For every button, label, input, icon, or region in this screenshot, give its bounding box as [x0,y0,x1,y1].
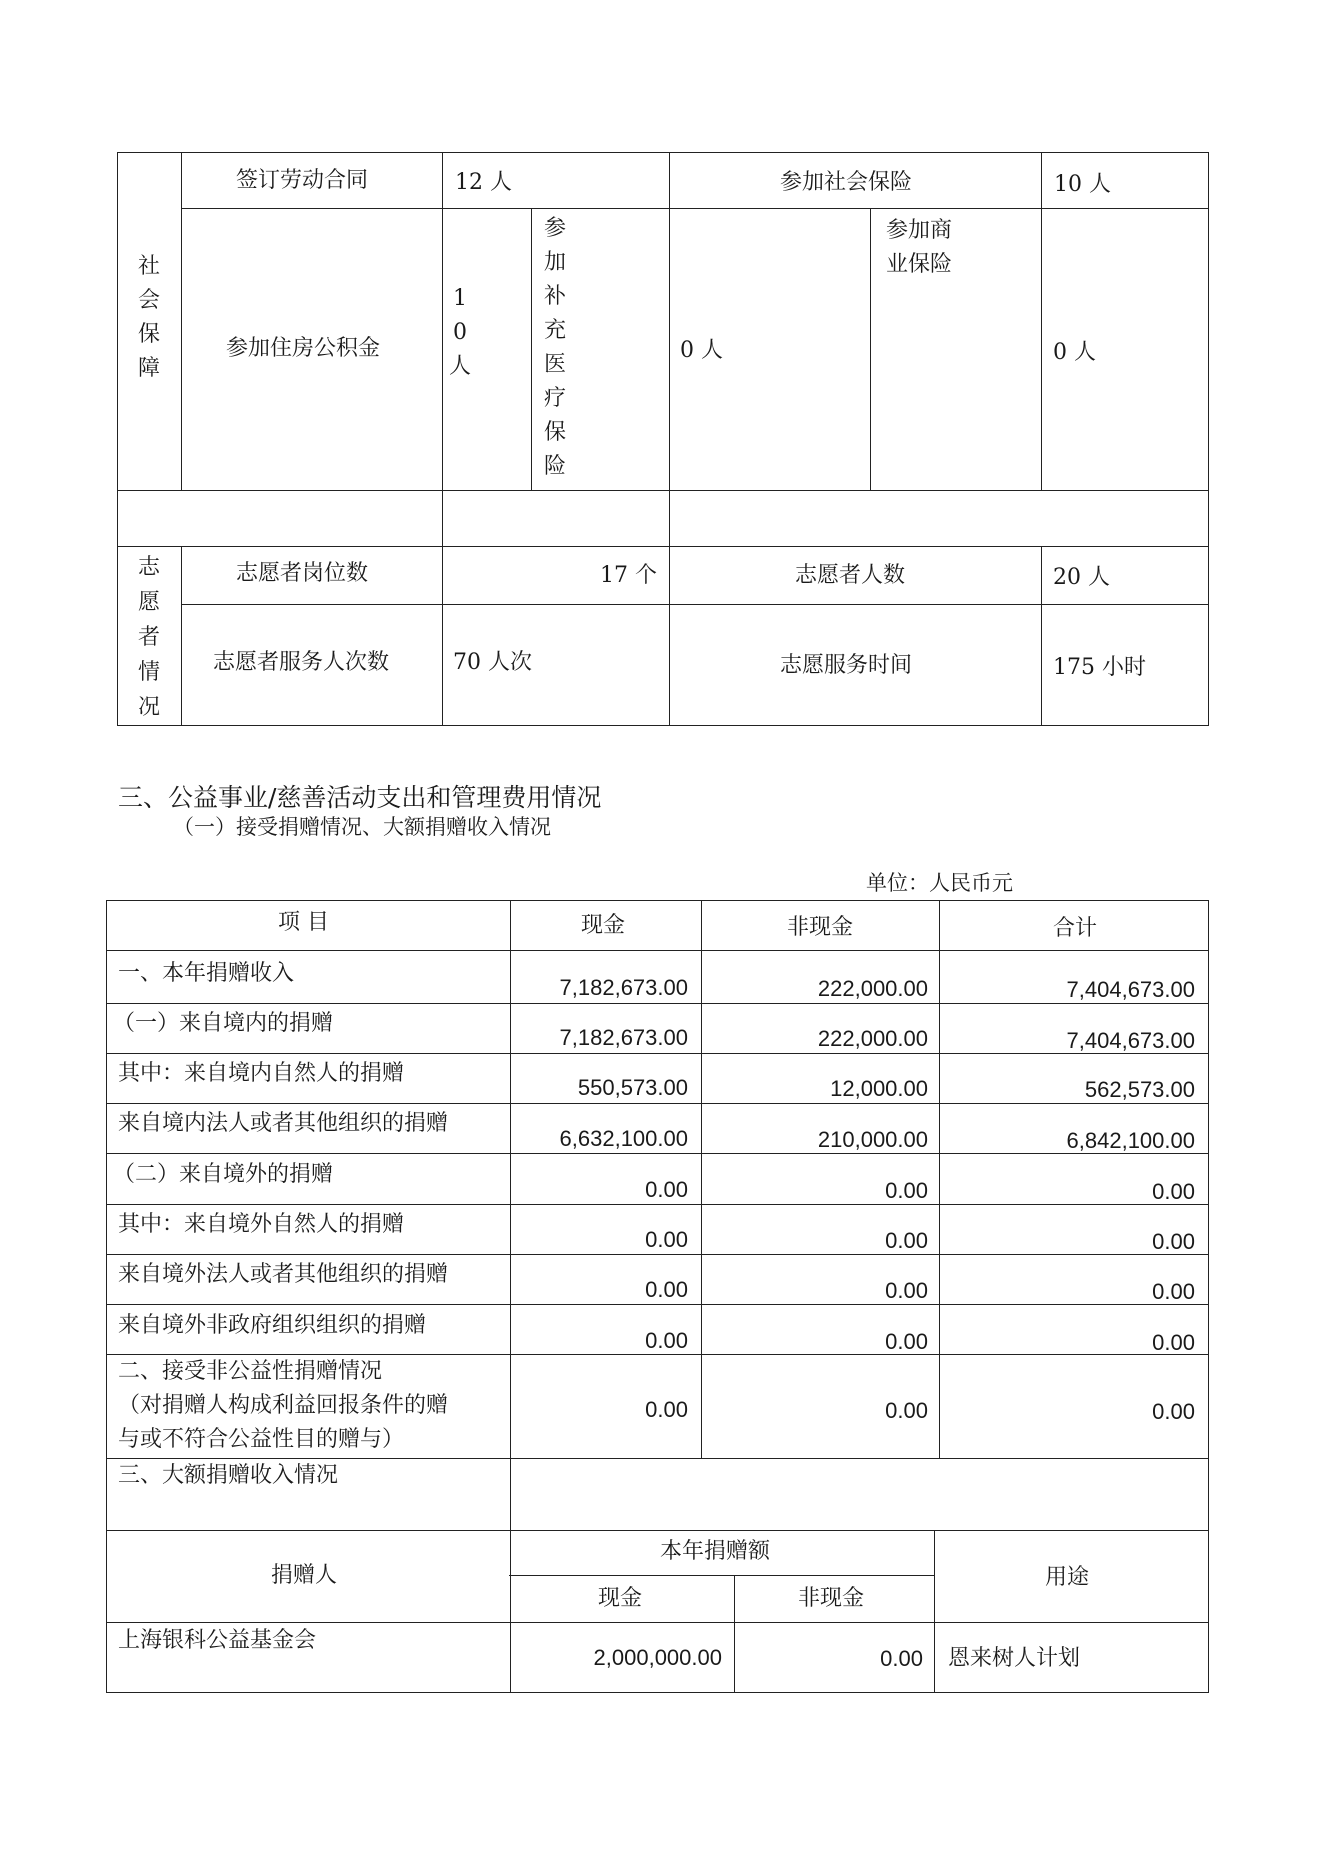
nonpublic-label-line2: （对捐赠人构成利益回报条件的赠 [118,1393,449,1418]
supp-medical-value: 0 人 [680,338,723,363]
row-noncash: 222,000.00 [817,976,928,1001]
section3-subtitle: （一）接受捐赠情况、大额捐赠收入情况 [173,815,551,839]
supp-medical-label: 参加补充医疗保险 [543,216,566,479]
large-header-amount: 本年捐赠额 [660,1539,771,1564]
row-noncash: 222,000.00 [817,1026,928,1051]
housing-fund-label: 参加住房公积金 [226,336,381,361]
row-cash: 0.00 [645,1177,688,1202]
row-noncash: 0.00 [885,1329,928,1354]
social-security-section-label: 社会保障 [137,254,160,381]
header-item: 项 目 [278,910,329,935]
social-insurance-label: 参加社会保险 [780,170,913,195]
row-total: 0.00 [1152,1179,1195,1204]
nonpublic-label-line1: 二、接受非公益性捐赠情况 [118,1359,383,1384]
row-label: 其中：来自境外自然人的捐赠 [118,1212,405,1237]
nonpublic-cash: 0.00 [645,1397,688,1422]
row-label: 来自境外法人或者其他组织的捐赠 [118,1262,449,1287]
labor-contract-value: 12 人 [455,170,512,195]
row-total: 7,404,673.00 [1066,977,1195,1002]
volunteer-section-label: 志愿者情况 [137,555,160,720]
header-total: 合计 [1053,916,1098,941]
large-header-cash: 现金 [598,1586,643,1611]
volunteer-positions-value: 17 个 [600,563,657,588]
row-label: （一）来自境内的捐赠 [113,1011,334,1036]
row-label: （二）来自境外的捐赠 [113,1162,334,1187]
housing-fund-value: 10人 [448,286,471,379]
commercial-label-line2: 业保险 [886,252,953,277]
row-cash: 7,182,673.00 [559,975,688,1000]
large-header-purpose: 用途 [1045,1565,1090,1590]
row-noncash: 0.00 [885,1278,928,1303]
large-noncash: 0.00 [880,1646,923,1671]
header-cash: 现金 [581,913,626,938]
volunteer-count-label: 志愿者人数 [795,563,906,588]
row-label: 来自境外非政府组织组织的捐赠 [118,1313,427,1338]
large-donor: 上海银科公益基金会 [118,1628,317,1653]
volunteer-positions-label: 志愿者岗位数 [236,561,369,586]
commercial-label-line1: 参加商 [886,218,953,243]
volunteer-service-hours-label: 志愿服务时间 [780,653,913,678]
row-label: 来自境内法人或者其他组织的捐赠 [118,1111,449,1136]
row-total: 0.00 [1152,1279,1195,1304]
large-cash: 2,000,000.00 [593,1645,722,1670]
row-total: 6,842,100.00 [1066,1128,1195,1153]
row-noncash: 0.00 [885,1228,928,1253]
social-insurance-value: 10 人 [1054,172,1111,197]
large-header-noncash: 非现金 [798,1586,865,1611]
row-total: 0.00 [1152,1330,1195,1355]
section3-title: 三、公益事业/慈善活动支出和管理费用情况 [118,783,602,812]
row-cash: 550,573.00 [577,1075,688,1100]
row-total: 0.00 [1152,1229,1195,1254]
row-cash: 0.00 [645,1328,688,1353]
labor-contract-label: 签订劳动合同 [236,168,369,193]
volunteer-service-times-value: 70 人次 [453,650,532,675]
row-cash: 7,182,673.00 [559,1025,688,1050]
nonpublic-noncash: 0.00 [885,1398,928,1423]
large-donation-label: 三、大额捐赠收入情况 [118,1463,339,1488]
row-total: 562,573.00 [1084,1077,1195,1102]
large-header-donor: 捐赠人 [271,1563,338,1588]
commercial-value: 0 人 [1053,340,1096,365]
header-noncash: 非现金 [787,915,854,940]
nonpublic-label-line3: 与或不符合公益性目的赠与） [118,1427,405,1452]
row-noncash: 0.00 [885,1178,928,1203]
nonpublic-total: 0.00 [1152,1399,1195,1424]
row-noncash: 12,000.00 [830,1076,928,1101]
unit-label: 单位：人民币元 [866,871,1013,895]
row-noncash: 210,000.00 [817,1127,928,1152]
volunteer-service-times-label: 志愿者服务人次数 [213,650,390,675]
volunteer-service-hours-value: 175 小时 [1053,655,1146,680]
row-cash: 0.00 [645,1227,688,1252]
volunteer-count-value: 20 人 [1053,565,1110,590]
row-cash: 6,632,100.00 [559,1126,688,1151]
row-total: 7,404,673.00 [1066,1028,1195,1053]
row-cash: 0.00 [645,1277,688,1302]
row-label: 一、本年捐赠收入 [118,961,295,986]
large-purpose: 恩来树人计划 [948,1646,1081,1671]
row-label: 其中：来自境内自然人的捐赠 [118,1061,405,1086]
